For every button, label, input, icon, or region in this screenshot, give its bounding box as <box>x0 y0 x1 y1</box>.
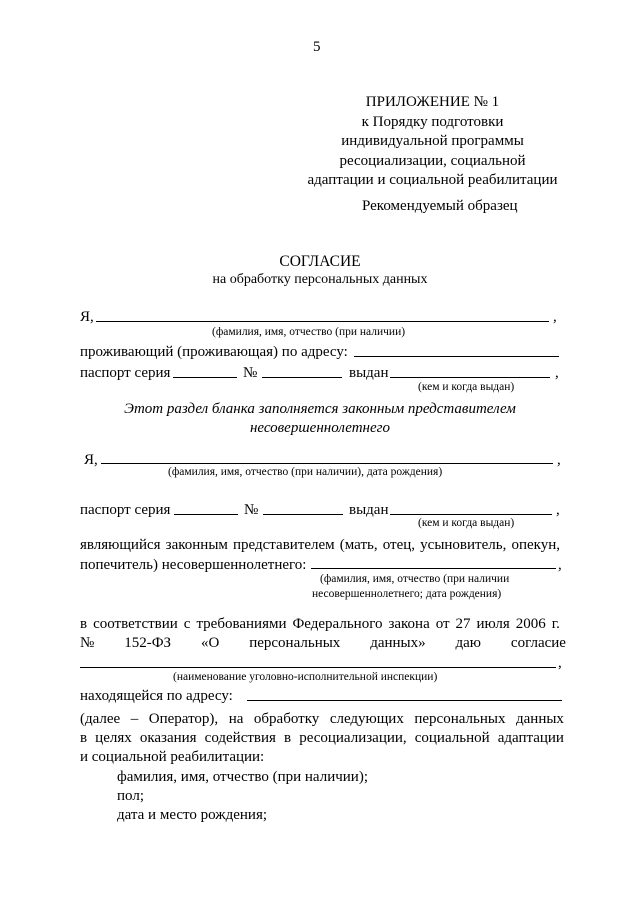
passport-series-label: паспорт серия <box>80 502 171 518</box>
issued-hint: (кем и когда выдан) <box>418 517 515 529</box>
representative-note: несовершеннолетнего <box>249 420 390 436</box>
law-reference-line: в соответствии с требованиями Федерального закона от 27 июля 2006 г. <box>80 616 560 632</box>
passport-number-label: № <box>244 502 259 518</box>
representative-role-line: являющийся законным представителем (мать, отец, усыновитель, опекун, <box>80 537 560 553</box>
passport-number-label: № <box>243 365 258 381</box>
located-label: находящейся по адресу: <box>80 688 233 704</box>
appendix-line: ресоциализации, социальной <box>339 152 526 169</box>
full-name-field[interactable] <box>96 321 549 322</box>
rep-name-dob-hint: (фамилия, имя, отчество (при наличии), дата рождения) <box>168 466 443 478</box>
minor-name-field[interactable] <box>311 568 556 569</box>
rep-issued-field[interactable] <box>390 514 552 515</box>
issued-hint: (кем и когда выдан) <box>418 381 515 393</box>
document-subheading: на обработку персональных данных <box>212 272 428 287</box>
rep-passport-number-field[interactable] <box>263 514 343 515</box>
comma: , <box>558 557 562 573</box>
rep-full-name-field[interactable] <box>101 463 553 464</box>
comma: , <box>555 365 559 381</box>
appendix-line: индивидуальной программы <box>341 133 524 149</box>
data-item: дата и место рождения; <box>117 807 268 823</box>
comma: , <box>558 655 562 671</box>
inspection-field[interactable] <box>80 667 556 668</box>
comma: , <box>553 309 557 325</box>
appendix-line: к Порядку подготовки <box>361 113 504 130</box>
appendix-line: адаптации и социальной реабилитации <box>307 172 558 188</box>
inspection-hint: (наименование уголовно-исполнительной инспекции) <box>173 671 438 683</box>
data-item: фамилия, имя, отчество (при наличии); <box>117 769 368 785</box>
passport-number-field[interactable] <box>262 377 342 378</box>
operator-line: (далее – Оператор), на обработку следующих персональных данных <box>80 711 564 727</box>
issued-field[interactable] <box>390 377 550 378</box>
address-field[interactable] <box>354 356 559 357</box>
i-label: Я, <box>84 452 98 468</box>
minor-hint: несовершеннолетнего; дата рождения) <box>312 588 502 600</box>
address-label: проживающий (проживающая) по адресу: <box>80 344 348 360</box>
issued-label: выдан <box>349 502 389 518</box>
comma: , <box>557 452 561 468</box>
appendix-block <box>300 93 565 191</box>
data-item: пол; <box>117 788 144 804</box>
document-heading: СОГЛАСИЕ <box>279 253 361 270</box>
comma: , <box>556 502 560 518</box>
rep-passport-series-field[interactable] <box>174 514 238 515</box>
purpose-line-end: и социальной реабилитации: <box>80 749 265 765</box>
law-consent-line: № 152-ФЗ «О персональных данных» даю согласие <box>80 635 566 651</box>
i-label: Я, <box>80 309 94 325</box>
guardian-label: попечитель) несовершеннолетнего: <box>80 557 307 573</box>
minor-hint: (фамилия, имя, отчество (при наличии <box>320 573 510 585</box>
page-number: 5 <box>313 39 321 55</box>
appendix-title: ПРИЛОЖЕНИЕ № 1 <box>365 94 500 110</box>
full-name-hint: (фамилия, имя, отчество (при наличии) <box>212 326 406 338</box>
passport-series-field[interactable] <box>173 377 237 378</box>
issued-label: выдан <box>349 365 389 381</box>
passport-series-label: паспорт серия <box>80 365 171 381</box>
inspection-address-field[interactable] <box>247 700 562 701</box>
representative-note: Этот раздел бланка заполняется законным представителем <box>124 401 516 417</box>
purpose-line: в целях оказания содействия в ресоциализации, социальной адаптации <box>80 730 564 746</box>
sample-label: Рекомендуемый образец <box>362 198 518 214</box>
